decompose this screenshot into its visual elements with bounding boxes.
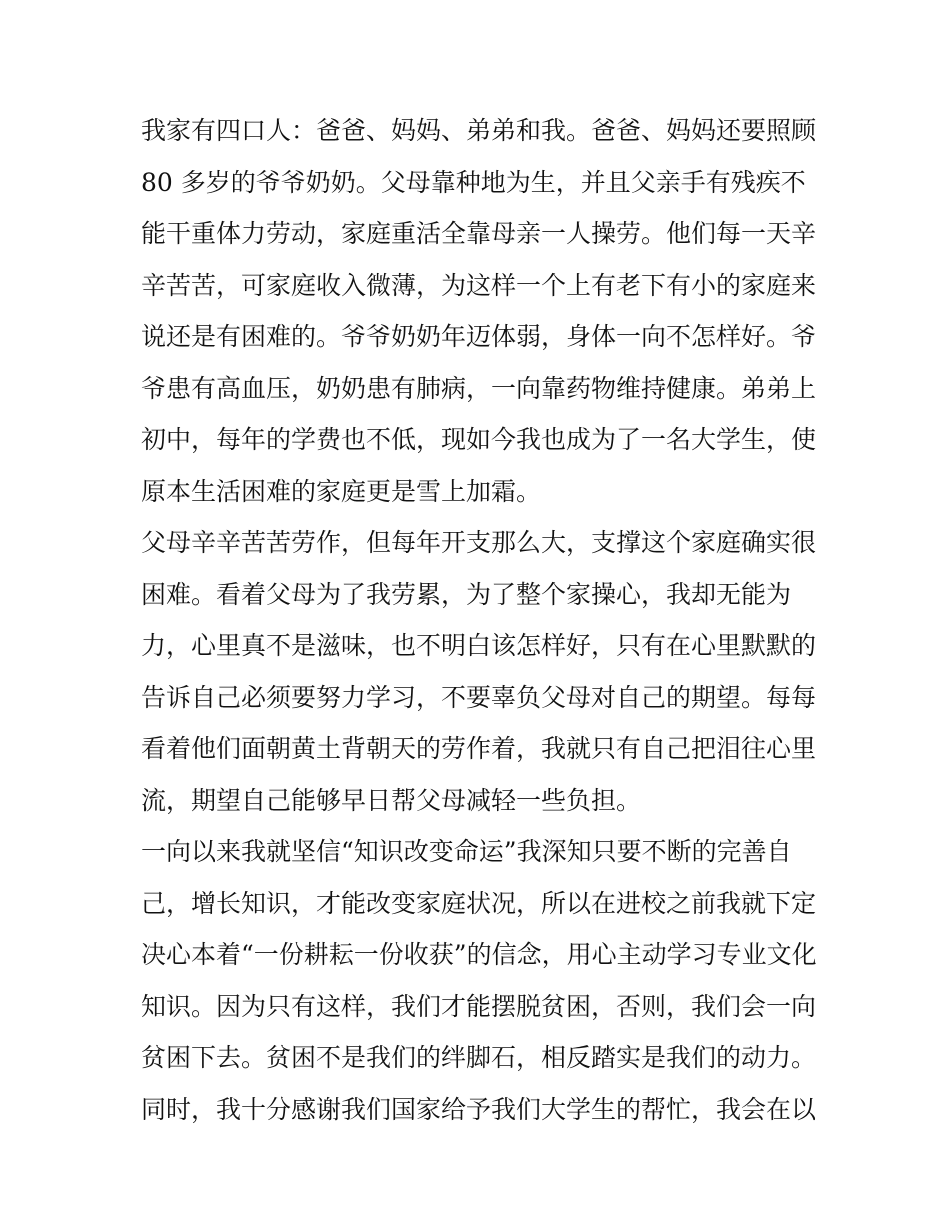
text-line: 贫困下去。贫困不是我们的绊脚石，相反踏实是我们的动力。	[141, 1043, 817, 1072]
text-line: 初中，每年的学费也不低，现如今我也成为了一名大学生，使	[141, 425, 817, 454]
text-line: 决心本着“一份耕耘一份收获”的信念，用心主动学习专业文化	[141, 940, 817, 969]
body-text	[141, 105, 821, 1135]
text-line: 知识。因为只有这样，我们才能摆脱贫困，否则，我们会一向	[141, 991, 817, 1021]
text-line: 同时，我十分感谢我们国家给予我们大学生的帮忙，我会在以	[141, 1094, 817, 1124]
text-line: 流，期望自己能够早日帮父母减轻一些负担。	[141, 785, 642, 815]
text-line: 告诉自己必须要努力学习，不要辜负父母对自己的期望。每每	[141, 682, 817, 712]
text-line: 80 多岁的爷爷奶奶。父母靠种地为生，并且父亲手有残疾不	[141, 167, 806, 197]
text-line: 父母辛辛苦苦劳作，但每年开支那么大，支撑这个家庭确实很	[141, 528, 817, 557]
text-line: 一向以来我就坚信“知识改变命运”我深知只要不断的完善自	[141, 837, 792, 866]
text-line: 辛苦苦，可家庭收入微薄，为这样一个上有老下有小的家庭来	[141, 270, 817, 300]
text-line: 困难。看着父母为了我劳累，为了整个家操心，我却无能为	[141, 579, 792, 609]
text-line: 能干重体力劳动，家庭重活全靠母亲一人操劳。他们每一天辛	[141, 219, 817, 248]
text-line: 我家有四口人：爸爸、妈妈、弟弟和我。爸爸、妈妈还要照顾	[141, 116, 817, 145]
text-line: 己，增长知识，才能改变家庭状况，所以在进校之前我就下定	[141, 888, 817, 918]
text-line: 力，心里真不是滋味，也不明白该怎样好，只有在心里默默的	[141, 631, 817, 660]
text-line: 看着他们面朝黄土背朝天的劳作着，我就只有自己把泪往心里	[141, 734, 817, 763]
text-line: 爷患有高血压，奶奶患有肺病，一向靠药物维持健康。弟弟上	[141, 373, 817, 403]
text-line: 说还是有困难的。爷爷奶奶年迈体弱，身体一向不怎样好。爷	[141, 322, 817, 351]
text-line: 原本生活困难的家庭更是雪上加霜。	[141, 476, 542, 506]
